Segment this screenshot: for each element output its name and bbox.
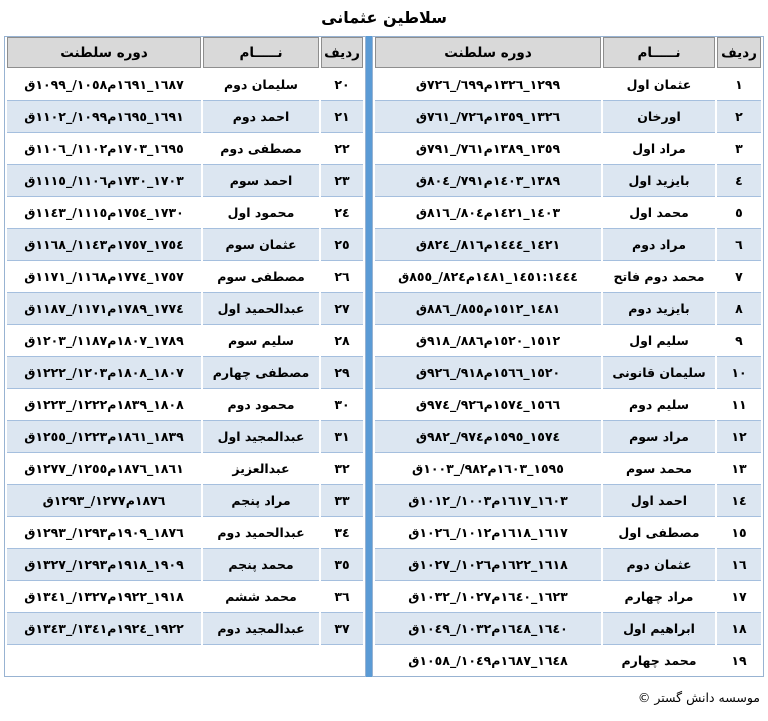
cell-index: ٣٥	[321, 548, 363, 580]
table-row	[7, 420, 363, 452]
cell-reign: ١٦٠٣_١٦١٧م١٠٠٣/_١٠١٢ق	[375, 484, 601, 516]
cell-index: ٢٧	[321, 292, 363, 324]
cell-index: ٣٢	[321, 452, 363, 484]
cell-reign: ١٤٨١_١٥١٢م٨٥٥/_٨٨٦ق	[375, 292, 601, 324]
cell-name: مراد چهارم	[603, 580, 715, 612]
copyright-text: موسسه دانش گستر	[654, 690, 760, 705]
cell-index: ١٦	[717, 548, 761, 580]
cell-index: ٣٣	[321, 484, 363, 516]
cell-name: محمد سوم	[603, 452, 715, 484]
cell-index: ٣٠	[321, 388, 363, 420]
cell-index: ٢٤	[321, 196, 363, 228]
cell-reign: ١٩١٨_١٩٢٢م١٣٢٧/_١٣٤١ق	[7, 580, 201, 612]
header-reign: دوره سلطنت	[7, 37, 201, 68]
cell-index: ١١	[717, 388, 761, 420]
cell-index: ٣٤	[321, 516, 363, 548]
cell-reign: ١٧٨٩_١٨٠٧م١١٨٧/_١٢٠٣ق	[7, 324, 201, 356]
table-row	[375, 228, 761, 260]
table-row	[375, 100, 761, 132]
cell-reign: ١٨٣٩_١٨٦١م١٢٢٣/_١٢٥٥ق	[7, 420, 201, 452]
cell-name: مراد سوم	[603, 420, 715, 452]
table-row	[7, 612, 363, 644]
table-row	[7, 324, 363, 356]
table-row	[375, 68, 761, 100]
table-row	[7, 548, 363, 580]
cell-reign: ١٨٠٧_١٨٠٨م١٢٠٣/_١٢٢٢ق	[7, 356, 201, 388]
cell-reign: ١٧٣٠_١٧٥٤م١١١٥/_١١٤٣ق	[7, 196, 201, 228]
cell-index	[321, 644, 363, 676]
cell-name: سلیمان دوم	[224, 77, 298, 92]
cell-reign: ١٥٧٤_١٥٩٥م٩٧٤/_٩٨٢ق	[375, 420, 601, 452]
cell-index: ٣	[717, 132, 761, 164]
cell-reign: ١٣٥٩_١٣٨٩م٧٦١/_٧٩١ق	[375, 132, 601, 164]
cell-reign: ١٥٩٥_١٦٠٣م٩٨٢/_١٠٠٣ق	[375, 452, 601, 484]
cell-name: محمد پنجم	[203, 548, 319, 580]
cell-index: ٢٣	[321, 164, 363, 196]
copyright-symbol: ©	[637, 690, 651, 705]
cell-reign: ١٨٠٨_١٨٣٩م١٢٢٢/_١٢٢٣ق	[7, 388, 201, 420]
cell-name: سلیم اول	[603, 324, 715, 356]
copyright-footer	[0, 690, 768, 705]
cell-reign	[7, 644, 201, 676]
cell-name: محمد ششم	[203, 580, 319, 612]
table-row	[7, 260, 363, 292]
header-index: ردیف	[717, 37, 761, 68]
cell-index: ٤	[717, 164, 761, 196]
cell-name: عبدالمجید اول	[203, 420, 319, 452]
cell-reign: ١٩٢٢_١٩٢٤م١٣٤١/_١٣٤٣ق	[7, 612, 201, 644]
cell-index: ١٨	[717, 612, 761, 644]
cell-reign: ١٥١٢_١٥٢٠م٨٨٦/_٩١٨ق	[375, 324, 601, 356]
cell-index: ١٥	[717, 516, 761, 548]
table-row	[375, 516, 761, 548]
table-row	[7, 164, 363, 196]
cell-index: ٢	[717, 100, 761, 132]
cell-reign: ١٥٦٦_١٥٧٤م٩٢٦/_٩٧٤ق	[375, 388, 601, 420]
sultans-table-left-panel	[4, 36, 366, 677]
table-row	[375, 644, 761, 676]
cell-reign: ١٦٢٣_١٦٤٠م١٠٢٧/_١٠٣٢ق	[375, 580, 601, 612]
cell-reign: ١٦٤٨_١٦٨٧م١٠٤٩/_١٠٥٨ق	[375, 644, 601, 676]
cell-index: ٥	[717, 196, 761, 228]
cell-name: بایزید دوم	[603, 292, 715, 324]
cell-index: ٣٦	[321, 580, 363, 612]
cell-name: محمود دوم	[203, 388, 319, 420]
cell-index: ٣٧	[321, 612, 363, 644]
cell-reign: ١٦١٧_١٦١٨م١٠١٢/_١٠٢٦ق	[375, 516, 601, 548]
cell-index: ٢١	[321, 100, 363, 132]
cell-name: محمد دوم فاتح	[603, 260, 715, 292]
cell-reign: ١٢٩٩_١٣٢٦م٦٩٩/_٧٢٦ق	[415, 77, 561, 92]
sultans-tables-wrap	[4, 36, 764, 677]
table-row	[375, 196, 761, 228]
cell-index: ٩	[717, 324, 761, 356]
table-row	[375, 484, 761, 516]
cell-name: مصطفی دوم	[203, 132, 319, 164]
cell-name: سلیم سوم	[203, 324, 319, 356]
cell-reign: ١٦٤٠_١٦٤٨م١٠٣٢/_١٠٤٩ق	[375, 612, 601, 644]
cell-reign: ١٨٦١_١٨٧٦م١٢٥٥/_١٢٧٧ق	[7, 452, 201, 484]
header-row	[375, 37, 761, 68]
cell-name: محمد اول	[603, 196, 715, 228]
table-row	[375, 260, 761, 292]
cell-name: احمد اول	[603, 484, 715, 516]
cell-name: مراد دوم	[603, 228, 715, 260]
cell-name: عثمان دوم	[603, 548, 715, 580]
table-row	[7, 132, 363, 164]
cell-name: عبدالعزیز	[203, 452, 319, 484]
cell-name: مراد اول	[603, 132, 715, 164]
cell-reign: ١٧٥٤_١٧٥٧م١١٤٣/_١١٦٨ق	[7, 228, 201, 260]
table-row	[7, 516, 363, 548]
table-row	[375, 132, 761, 164]
cell-reign: ١٣٨٩_١٤٠٣م٧٩١/_٨٠٤ق	[375, 164, 601, 196]
table-row	[7, 580, 363, 612]
table-row	[7, 100, 363, 132]
cell-index: ٢٠	[334, 77, 350, 92]
cell-index: ٢٥	[321, 228, 363, 260]
cell-name: ابراهیم اول	[603, 612, 715, 644]
cell-reign: ١٧٥٧_١٧٧٤م١١٦٨/_١١٧١ق	[7, 260, 201, 292]
table-row	[7, 356, 363, 388]
sultans-table-right	[373, 37, 763, 676]
header-row	[7, 37, 363, 68]
cell-reign: ١٦١٨_١٦٢٢م١٠٢٦/_١٠٢٧ق	[375, 548, 601, 580]
table-row	[375, 612, 761, 644]
cell-name: محمد چهارم	[603, 644, 715, 676]
cell-name: عبدالمجید دوم	[203, 612, 319, 644]
cell-index: ٧	[717, 260, 761, 292]
table-row	[7, 484, 363, 516]
cell-index: ١٣	[717, 452, 761, 484]
cell-reign: ١٤٢١_١٤٤٤م٨١٦/_٨٢٤ق	[375, 228, 601, 260]
cell-index: ٢٩	[321, 356, 363, 388]
cell-name: عثمان سوم	[203, 228, 319, 260]
table-row	[7, 644, 363, 676]
table-row	[375, 388, 761, 420]
cell-reign: ١٨٧٦م١٢٧٧/_١٢٩٣ق	[7, 484, 201, 516]
cell-index: ١٤	[717, 484, 761, 516]
cell-name: عثمان اول	[626, 77, 692, 92]
cell-name	[203, 644, 319, 676]
cell-reign: ١٦٩١_١٦٩٥م١٠٩٩/_١١٠٢ق	[7, 100, 201, 132]
cell-name: سلیم دوم	[603, 388, 715, 420]
table-row	[375, 548, 761, 580]
cell-name: اورخان	[603, 100, 715, 132]
table-row	[7, 196, 363, 228]
cell-index: ٢٢	[321, 132, 363, 164]
cell-index: ٢٦	[321, 260, 363, 292]
cell-reign: ١٥٢٠_١٥٦٦م٩١٨/_٩٢٦ق	[375, 356, 601, 388]
cell-index: ١	[735, 77, 743, 92]
sultans-table-left	[5, 37, 365, 676]
header-index: ردیف	[321, 37, 363, 68]
table-row	[7, 388, 363, 420]
table-row	[7, 68, 363, 100]
cell-index: ١٠	[717, 356, 761, 388]
cell-index: ١٢	[717, 420, 761, 452]
table-row	[375, 356, 761, 388]
table-row	[375, 420, 761, 452]
cell-name: احمد سوم	[203, 164, 319, 196]
table-row	[375, 324, 761, 356]
cell-index: ١٧	[717, 580, 761, 612]
cell-reign: ١٨٧٦_١٩٠٩م١٢٩٣/_١٢٩٣ق	[7, 516, 201, 548]
cell-reign: ١٦٨٧_١٦٩١م١٠٥٨/_١٠٩٩ق	[24, 77, 184, 92]
cell-name: عبدالحمید دوم	[203, 516, 319, 548]
sultans-table-right-panel	[372, 36, 764, 677]
cell-name: احمد دوم	[203, 100, 319, 132]
header-name: نـــــام	[203, 37, 319, 68]
table-row	[7, 292, 363, 324]
cell-reign: ١٤٤٤:‏١٤٥١_١٤٨١م٨٢٤/_٨٥٥ق	[375, 260, 601, 292]
table-row	[375, 164, 761, 196]
cell-reign: ١٩٠٩_١٩١٨م١٢٩٣/_١٣٢٧ق	[7, 548, 201, 580]
cell-name: مصطفی سوم	[203, 260, 319, 292]
cell-index: ٢٨	[321, 324, 363, 356]
table-row	[375, 452, 761, 484]
cell-index: ٦	[717, 228, 761, 260]
cell-name: سلیمان قانونی	[603, 356, 715, 388]
cell-name: عبدالحمید اول	[203, 292, 319, 324]
header-name: نـــــام	[603, 37, 715, 68]
page-title: سلاطین عثمانی	[321, 8, 447, 27]
table-row	[7, 228, 363, 260]
cell-reign: ١٤٠٣_١٤٢١م٨٠٤/_٨١٦ق	[375, 196, 601, 228]
cell-name: مصطفی چهارم	[203, 356, 319, 388]
cell-reign: ١٧٠٣_١٧٣٠م١١٠٦/_١١١٥ق	[7, 164, 201, 196]
cell-index: ٨	[717, 292, 761, 324]
cell-index: ٣١	[321, 420, 363, 452]
cell-index: ١٩	[717, 644, 761, 676]
table-row	[375, 292, 761, 324]
cell-name: مصطفی اول	[603, 516, 715, 548]
header-reign: دوره سلطنت	[375, 37, 601, 68]
cell-name: محمود اول	[203, 196, 319, 228]
table-row	[7, 452, 363, 484]
cell-reign: ١٣٢٦_١٣٥٩م٧٢٦/_٧٦١ق	[375, 100, 601, 132]
cell-name: بایزید اول	[603, 164, 715, 196]
cell-reign: ١٧٧٤_١٧٨٩م١١٧١/_١١٨٧ق	[7, 292, 201, 324]
cell-name: مراد پنجم	[203, 484, 319, 516]
cell-reign: ١٦٩٥_١٧٠٣م١١٠٢/_١١٠٦ق	[7, 132, 201, 164]
table-row	[375, 580, 761, 612]
